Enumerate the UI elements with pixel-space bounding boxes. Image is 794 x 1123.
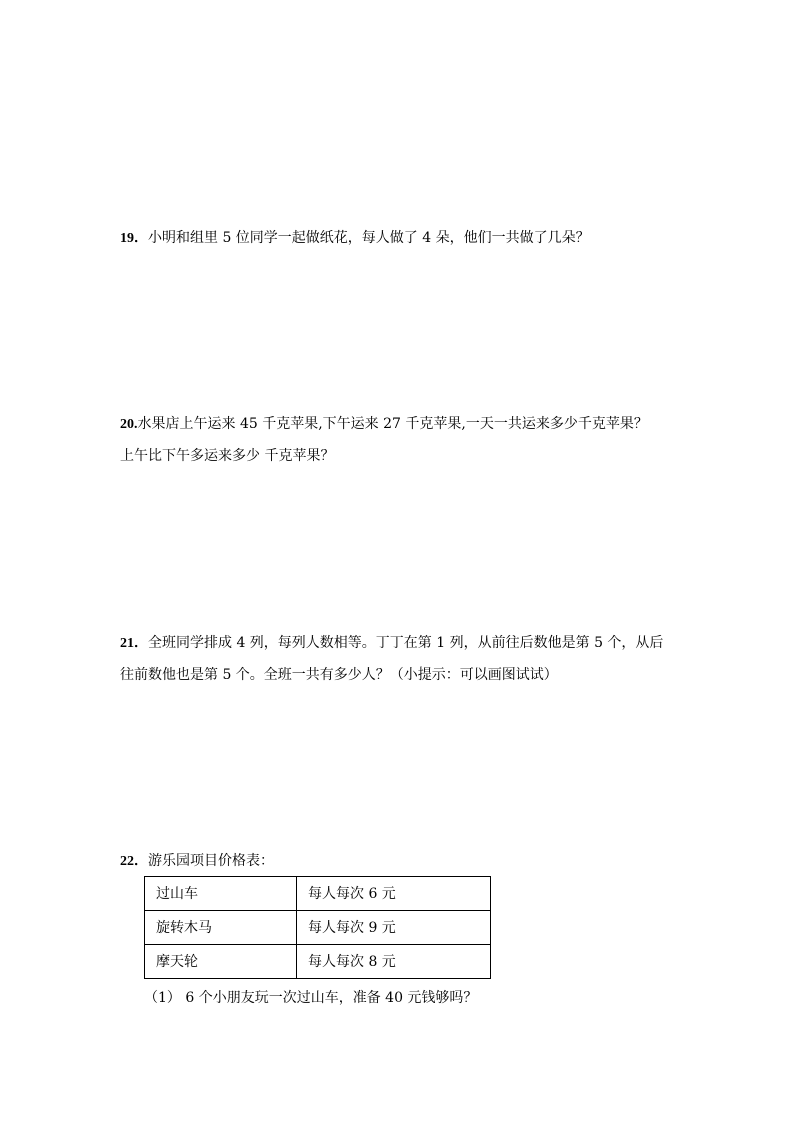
ride-price: 每人每次 9 元	[297, 911, 491, 945]
table-row	[145, 945, 491, 979]
ride-price: 每人每次 6 元	[297, 877, 491, 911]
question-number: 20.	[120, 417, 138, 432]
ride-price: 每人每次 8 元	[297, 945, 491, 979]
question-22	[120, 851, 274, 872]
price-table	[144, 876, 491, 979]
ride-name: 摩天轮	[145, 945, 297, 979]
question-text-line-2: 往前数他也是第 5 个。全班一共有多少人？（小提示：可以画图试试）	[120, 667, 558, 683]
question-20	[120, 414, 648, 435]
table-title: 游乐园项目价格表：	[148, 853, 274, 869]
question-number: 19．	[120, 231, 148, 246]
ride-name: 过山车	[145, 877, 297, 911]
question-text-line-2: 上午比下午多运来多少 千克苹果？	[120, 448, 335, 464]
ride-name: 旋转木马	[145, 911, 297, 945]
question-19	[120, 228, 590, 249]
question-20-continuation	[120, 446, 334, 466]
table-row	[145, 877, 491, 911]
table-row	[145, 911, 491, 945]
question-text-line-1: 全班同学排成 4 列，每列人数相等。丁丁在第 1 列，从前往后数他是第 5 个，从后	[148, 635, 664, 651]
sub-question-1: （1） 6 个小朋友玩一次过山车，准备 40 元钱够吗？	[144, 990, 478, 1006]
question-21	[120, 633, 663, 654]
question-number: 21．	[120, 636, 148, 651]
question-text: 小明和组里 5 位同学一起做纸花，每人做了 4 朵，他们一共做了几朵？	[148, 230, 590, 246]
question-number: 22．	[120, 854, 148, 869]
question-text-line-1: 水果店上午运来 45 千克苹果,下午运来 27 千克苹果,一天一共运来多少千克苹果？	[137, 416, 648, 432]
question-21-continuation	[120, 665, 558, 685]
